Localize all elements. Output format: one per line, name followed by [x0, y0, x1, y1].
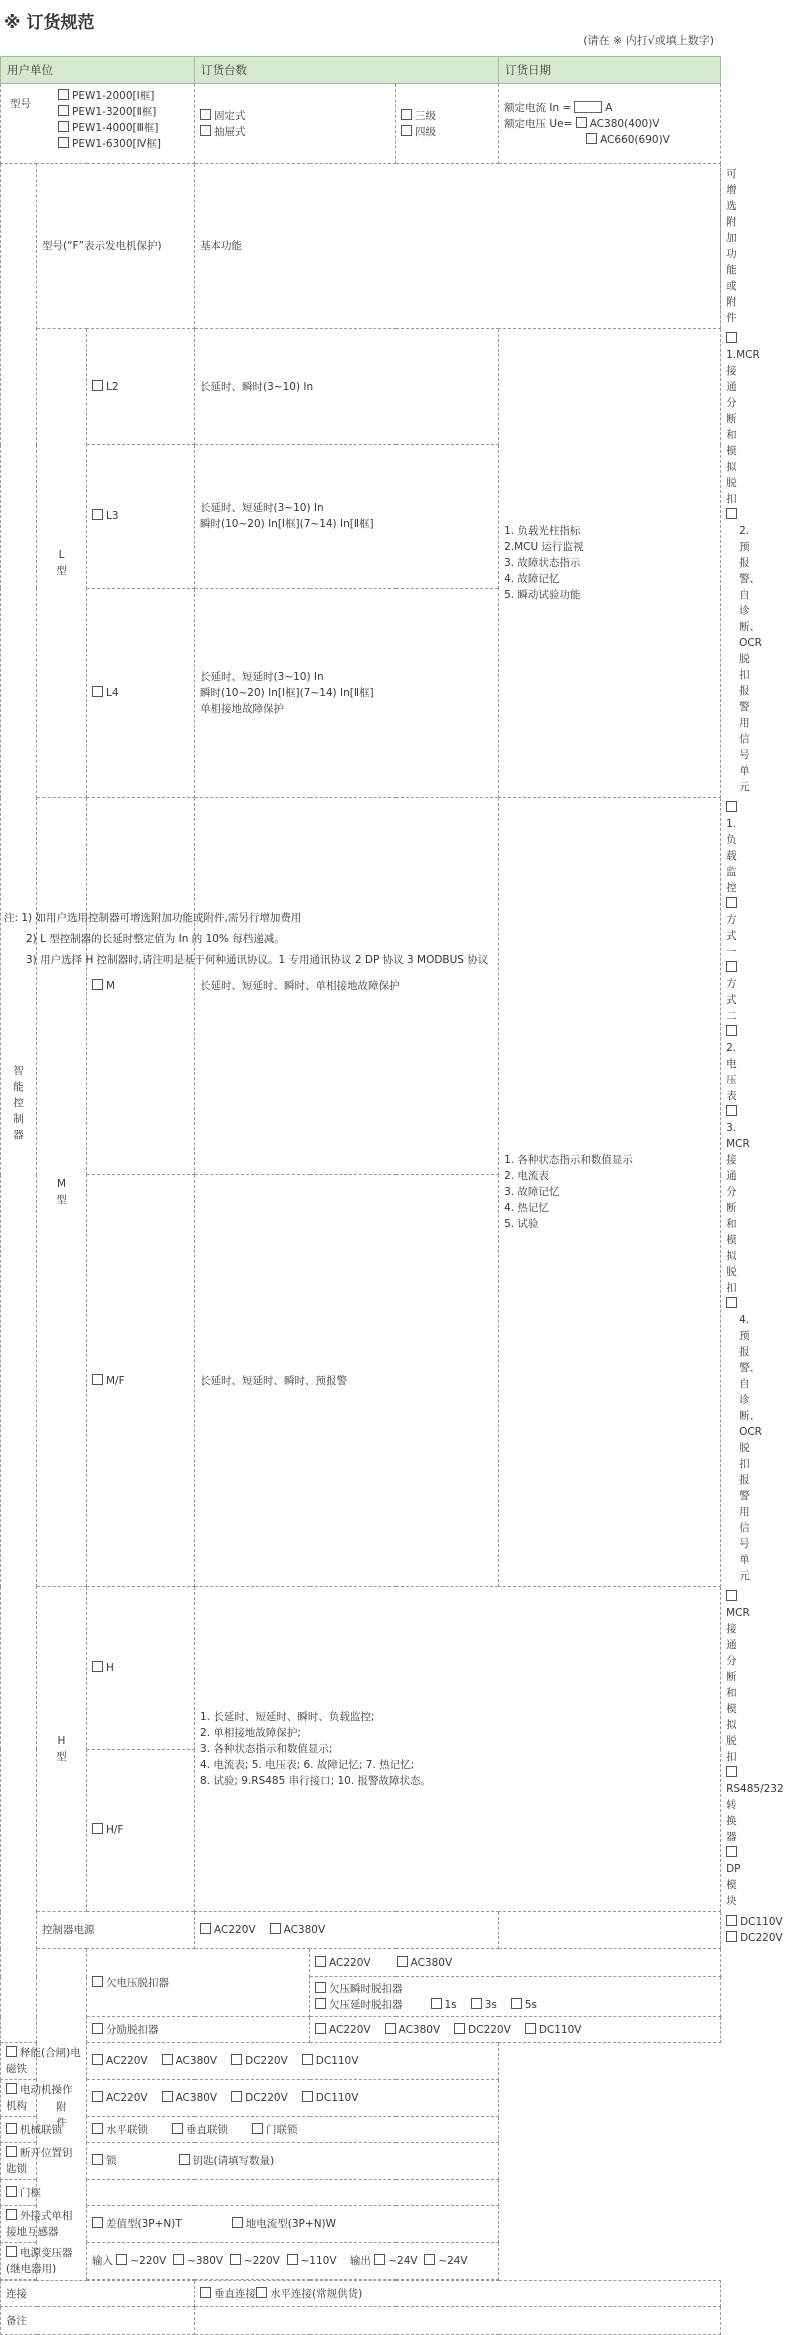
- checkbox-icon[interactable]: [116, 2254, 127, 2265]
- ctrl-power-row: 控制器电源 AC220V AC380V DC110VDC220V: [1, 1912, 721, 1949]
- header-order-qty[interactable]: 订货台数: [195, 57, 499, 84]
- checkbox-icon[interactable]: [511, 1998, 522, 2009]
- checkbox-icon[interactable]: [397, 1956, 408, 1967]
- checkbox-icon[interactable]: [92, 2023, 103, 2034]
- h-funcs: 1. 长延时、短延时、瞬时、负载监控; 2. 单相接地故障保护; 3. 各种状态指示和数值显示; 4. 电流表; 5. 电压表; 6. 故障记忆; 7. 热记忆; 8. 试验; 9.RS485 串行接口; 10. 报警故障状态。: [195, 1587, 721, 1912]
- note-3: 3) 用户选择 H 控制器时,请注明是基于何种通讯协议。1 专用通讯协议 2 DP 协议 3 MODBUS 协议: [26, 954, 489, 966]
- release-option[interactable]: 释能(合闸)电磁铁: [1, 2043, 87, 2080]
- checkbox-icon[interactable]: [92, 1976, 103, 1987]
- notes: [4, 908, 488, 971]
- transformer-option[interactable]: 电源变压器(继电器用): [1, 2243, 87, 2280]
- checkbox-icon[interactable]: [471, 1998, 482, 2009]
- poles-three[interactable]: 三级: [401, 108, 493, 124]
- model-label: 型号: [10, 98, 31, 110]
- checkbox-icon[interactable]: [6, 2083, 17, 2094]
- keylock-row: 断开位置钥匙锁 锁 钥匙(请填写数量): [1, 2143, 721, 2180]
- checkbox-icon[interactable]: [230, 2254, 241, 2265]
- note-1: 注: 1) 如用户选用控制器可增选附加功能或附件,需另行增加费用: [4, 912, 302, 924]
- note-2: 2) L 型控制器的长延时整定值为 In 的 10% 每档递减。: [26, 933, 285, 945]
- checkbox-icon[interactable]: [92, 380, 103, 391]
- checkbox-icon[interactable]: [431, 1998, 442, 2009]
- l-type-label: L型: [37, 329, 87, 798]
- release-row: 释能(合闸)电磁铁 AC220V AC380V DC220V DC110V: [1, 2043, 721, 2080]
- checkbox-icon[interactable]: [58, 121, 69, 132]
- undervolt-option[interactable]: 欠电压脱扣器: [87, 1949, 310, 2017]
- checkbox-icon[interactable]: [586, 133, 597, 144]
- ctrl-power-label: 控制器电源: [37, 1912, 195, 1949]
- checkbox-icon[interactable]: [726, 1105, 737, 1116]
- remark-row: [1, 2307, 721, 2335]
- checkbox-icon[interactable]: [6, 2046, 17, 2057]
- shunt-row: 分励脱扣器 AC220V AC380V DC220V DC110V: [1, 2017, 721, 2043]
- checkbox-icon[interactable]: [179, 2154, 190, 2165]
- fill-hint: (请在 ※ 内打√或填上数字): [583, 34, 714, 47]
- checkbox-icon[interactable]: [92, 979, 103, 990]
- m-func: 长延时、短延时、瞬时、单相接地故障保护: [195, 798, 499, 1175]
- l3-func: 长延时、短延时(3~10) In 瞬时(10~20) In[Ⅰ框](7~14) In[Ⅱ框]: [195, 445, 499, 588]
- model-option[interactable]: PEW1-3200[Ⅱ框]: [58, 104, 189, 120]
- connect-label: 连接: [1, 2281, 195, 2307]
- ctrl-header-row: 智能控制器 型号(“F”表示发电机保护) 基本功能 可增选附加功能或附件: [1, 164, 721, 329]
- checkbox-icon[interactable]: [256, 2287, 267, 2298]
- transformer-output-label: 输出: [349, 2255, 371, 2267]
- l-features: 1. 负载光柱指标 2.MCU 运行监视 3. 故障状态指示 4. 故障记忆 5. 瞬动试验功能: [499, 329, 721, 798]
- checkbox-icon[interactable]: [315, 1956, 326, 1967]
- header-user-unit[interactable]: 用户单位: [1, 57, 195, 84]
- model-option[interactable]: PEW1-6300[Ⅳ框]: [58, 136, 189, 152]
- checkbox-icon[interactable]: [385, 2023, 396, 2034]
- keylock-option[interactable]: 断开位置钥匙锁: [1, 2143, 87, 2180]
- order-form-table: [0, 56, 784, 2335]
- checkbox-icon[interactable]: [58, 137, 69, 148]
- checkbox-icon[interactable]: [58, 89, 69, 100]
- l4-func: 长延时、短延时(3~10) In 瞬时(10~20) In[Ⅰ框](7~14) In[Ⅱ框] 单相接地故障保护: [195, 588, 499, 797]
- checkbox-icon[interactable]: [173, 2254, 184, 2265]
- motor-option[interactable]: 电动机操作机构: [1, 2080, 87, 2117]
- checkbox-icon[interactable]: [6, 2246, 17, 2257]
- uv-row-1: [1, 1949, 721, 1977]
- mf-option[interactable]: M/F: [87, 1175, 195, 1587]
- ctrl-power-ac: AC220V AC380V: [195, 1912, 499, 1949]
- checkbox-icon[interactable]: [92, 1661, 103, 1672]
- checkbox-icon[interactable]: [302, 2091, 313, 2102]
- checkbox-icon[interactable]: [726, 1297, 737, 1308]
- l4-option[interactable]: L4: [87, 588, 195, 797]
- checkbox-icon[interactable]: [525, 2023, 536, 2034]
- checkbox-icon[interactable]: [401, 125, 412, 136]
- checkbox-icon[interactable]: [374, 2254, 385, 2265]
- header-row: [1, 57, 721, 84]
- model-option[interactable]: PEW1-4000[Ⅲ框]: [58, 120, 189, 136]
- checkbox-icon[interactable]: [200, 2287, 211, 2298]
- checkbox-icon[interactable]: [200, 109, 211, 120]
- checkbox-icon[interactable]: [232, 2217, 243, 2228]
- checkbox-icon[interactable]: [726, 332, 737, 343]
- remark-label: 备注: [1, 2307, 195, 2335]
- checkbox-icon[interactable]: [162, 2091, 173, 2102]
- current-input[interactable]: [574, 101, 602, 113]
- l2-row: L型 L2 长延时、瞬时(3~10) In 1. 负载光柱指标 2.MCU 运行监视 3. 故障状态指示 4. 故障记忆 5. 瞬动试验功能 1.MCR 接通分断和模拟脱扣 2. 预报警、自诊断、OCR 脱扣报警用信号单元: [1, 329, 721, 445]
- checkbox-icon[interactable]: [401, 109, 412, 120]
- door-row: [1, 2180, 721, 2206]
- transformer-row: 电源变压器(继电器用) 输入 ~220V ~380V ~220V ~110V 输出 ~24V ~24V: [1, 2243, 721, 2280]
- m-features: 1. 各种状态指示和数值显示 2. 电流表 3. 故障记忆 4. 热记忆 5. 试验: [499, 798, 721, 1587]
- hf-option[interactable]: H/F: [87, 1749, 195, 1912]
- checkbox-icon[interactable]: [576, 117, 587, 128]
- checkbox-icon[interactable]: [726, 1915, 737, 1926]
- checkbox-icon[interactable]: [92, 1374, 103, 1385]
- h-option[interactable]: H: [87, 1587, 195, 1750]
- checkbox-icon[interactable]: [6, 2123, 17, 2134]
- remark-input[interactable]: [195, 2307, 721, 2335]
- undervolt-delays: 欠压瞬时脱扣器 欠压延时脱扣器 1s 3s 5s: [310, 1977, 721, 2017]
- transformer-input-label: 输入: [92, 2255, 113, 2267]
- checkbox-icon[interactable]: [58, 105, 69, 116]
- checkbox-icon[interactable]: [315, 1982, 326, 1993]
- checkbox-icon[interactable]: [92, 2054, 103, 2065]
- checkbox-icon[interactable]: [92, 2123, 103, 2134]
- checkbox-icon[interactable]: [302, 2054, 313, 2065]
- checkbox-icon[interactable]: [252, 2123, 263, 2134]
- checkbox-icon[interactable]: [424, 2254, 435, 2265]
- m-option[interactable]: M: [87, 798, 195, 1175]
- checkbox-icon[interactable]: [726, 801, 737, 812]
- install-drawout[interactable]: 抽屉式: [200, 124, 390, 140]
- checkbox-icon[interactable]: [726, 897, 737, 908]
- page-title: ※ 订货规范: [4, 13, 95, 33]
- checkbox-icon[interactable]: [315, 2023, 326, 2034]
- accessory-label: 附件: [37, 1949, 87, 2281]
- door-option[interactable]: 门框: [1, 2180, 87, 2206]
- checkbox-icon[interactable]: [270, 1923, 281, 1934]
- checkbox-icon[interactable]: [92, 2154, 103, 2165]
- checkbox-icon[interactable]: [726, 961, 737, 972]
- checkbox-icon[interactable]: [92, 509, 103, 520]
- checkbox-icon[interactable]: [92, 1823, 103, 1834]
- checkbox-icon[interactable]: [726, 1931, 737, 1942]
- connect-row: 连接 垂直连接 水平连接(常规供货): [1, 2281, 721, 2307]
- checkbox-icon[interactable]: [231, 2091, 242, 2102]
- checkbox-icon[interactable]: [231, 2054, 242, 2065]
- l3-option[interactable]: L3: [87, 445, 195, 588]
- checkbox-icon[interactable]: [454, 2023, 465, 2034]
- m-type-label: M型: [37, 798, 87, 1587]
- controller-label: 智能控制器: [1, 164, 37, 2043]
- m-row: M型 M 长延时、短延时、瞬时、单相接地故障保护 1. 各种状态指示和数值显示 2. 电流表 3. 故障记忆 4. 热记忆 5. 试验 1. 负载监控 方式一 方式二 2. 电压表 3. MCR 接通分断和模拟脱扣 4. 预报警、自诊断、OCR 脱扣报警用信号单元: [1, 798, 721, 1175]
- checkbox-icon[interactable]: [726, 1766, 737, 1777]
- ct-row: 外接式单相接地互感器 差值型(3P+N)T 地电流型(3P+N)W: [1, 2206, 721, 2243]
- model-note: 型号(“F”表示发电机保护): [37, 164, 195, 329]
- basic-func-label: 基本功能: [195, 164, 721, 329]
- checkbox-icon[interactable]: [92, 2091, 103, 2102]
- checkbox-icon[interactable]: [162, 2054, 173, 2065]
- checkbox-icon[interactable]: [6, 2209, 17, 2220]
- checkbox-icon[interactable]: [200, 125, 211, 136]
- undervolt-volts: AC220V AC380V: [310, 1949, 721, 1977]
- motor-row: 电动机操作机构 AC220V AC380V DC220V DC110V: [1, 2080, 721, 2117]
- checkbox-icon[interactable]: [726, 1025, 737, 1036]
- checkbox-icon[interactable]: [726, 508, 737, 519]
- current-label: 额定电流 In =: [504, 101, 572, 114]
- h-type-label: H型: [37, 1587, 87, 1912]
- checkbox-icon[interactable]: [6, 2186, 17, 2197]
- checkbox-icon[interactable]: [726, 1846, 737, 1857]
- checkbox-icon[interactable]: [315, 1998, 326, 2009]
- install-fixed[interactable]: 固定式: [200, 108, 390, 124]
- voltage-label: 额定电压 Ue=: [504, 117, 573, 130]
- checkbox-icon[interactable]: [172, 2123, 183, 2134]
- checkbox-icon[interactable]: [92, 686, 103, 697]
- interlock-option[interactable]: 机械联锁: [1, 2117, 87, 2143]
- checkbox-icon[interactable]: [200, 1923, 211, 1934]
- interlock-row: 机械联锁 水平联锁 垂直联锁 门联锁: [1, 2117, 721, 2143]
- poles-four[interactable]: 四级: [401, 124, 493, 140]
- header-order-date[interactable]: 订货日期: [499, 57, 721, 84]
- checkbox-icon[interactable]: [92, 2217, 103, 2228]
- l2-option[interactable]: L2: [87, 329, 195, 445]
- ct-option[interactable]: 外接式单相接地互感器: [1, 2206, 87, 2243]
- checkbox-icon[interactable]: [6, 2146, 17, 2157]
- l2-func: 长延时、瞬时(3~10) In: [195, 329, 499, 445]
- mf-func: 长延时、短延时、瞬时、预报警: [195, 1175, 499, 1587]
- checkbox-icon[interactable]: [287, 2254, 298, 2265]
- model-option[interactable]: PEW1-2000[Ⅰ框]: [58, 88, 189, 104]
- checkbox-icon[interactable]: [726, 1590, 737, 1601]
- h-row: H型 H 1. 长延时、短延时、瞬时、负载监控; 2. 单相接地故障保护; 3. 各种状态指示和数值显示; 4. 电流表; 5. 电压表; 6. 故障记忆; 7. 热记忆; 8. 试验; 9.RS485 串行接口; 10. 报警故障状态。 MCR 接通分断和模拟脱扣 RS485/232 转换器 DP 模块: [1, 1587, 721, 1750]
- model-row: 型号 PEW1-2000[Ⅰ框] PEW1-3200[Ⅱ框] PEW1-4000[Ⅲ框] PEW1-6300[Ⅳ框] 固定式 抽屉式 三级 四级 额定电流 In = A 额定电压 Ue= AC380(400)V AC660(690)V: [1, 84, 721, 164]
- current-unit: A: [605, 101, 613, 114]
- shunt-option[interactable]: 分励脱扣器: [87, 2017, 310, 2043]
